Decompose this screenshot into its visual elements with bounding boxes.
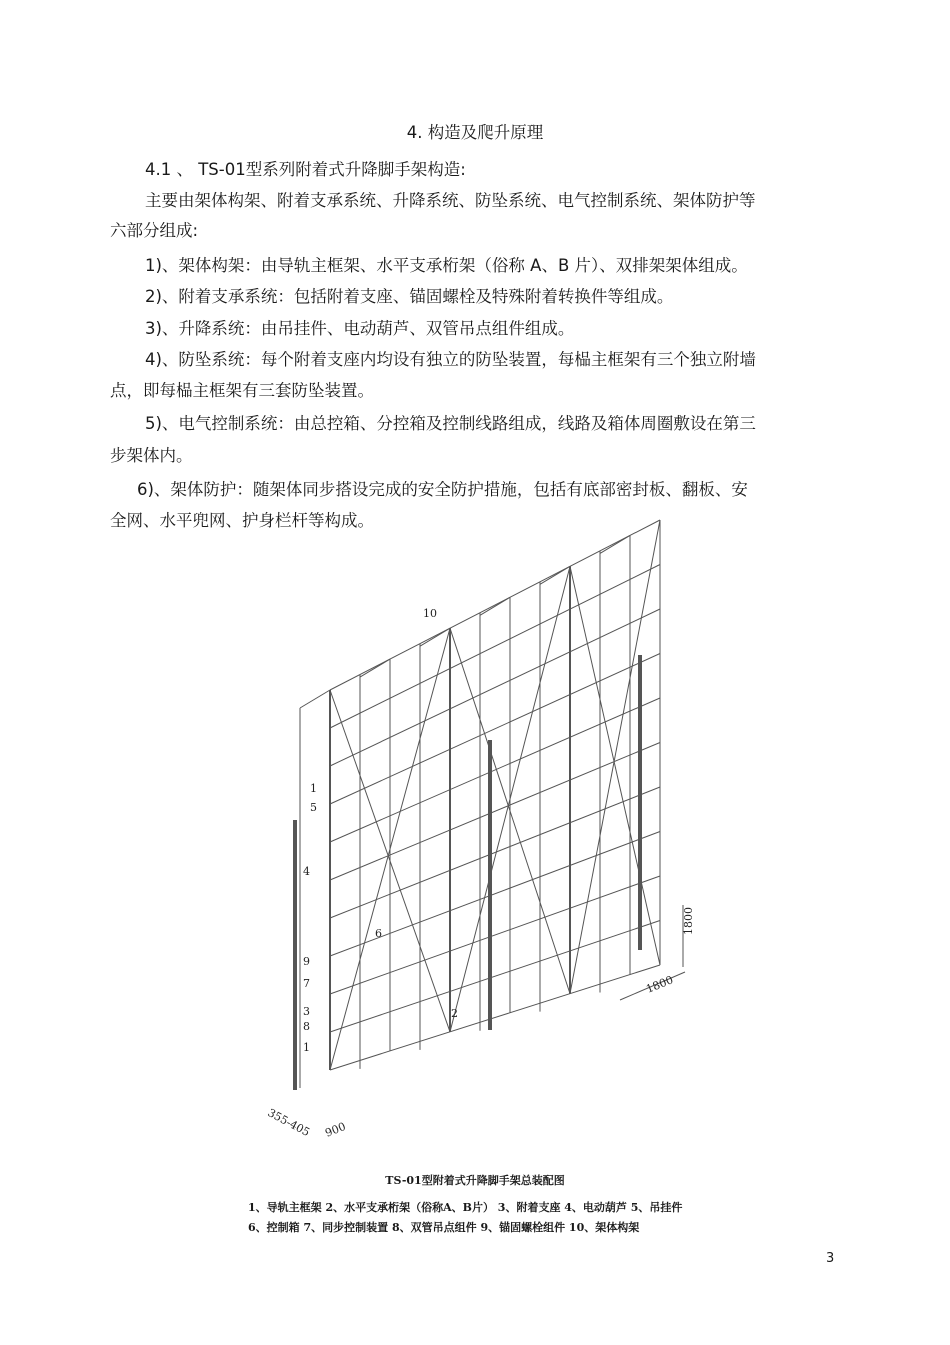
intro-line-2: 六部分组成:: [110, 221, 199, 240]
callout-10: 10: [423, 607, 437, 620]
item-3: 3)、升降系统：由吊挂件、电动葫芦、双管吊点组件组成。: [145, 319, 575, 338]
horizontal-ledger: [330, 787, 660, 918]
item-5-line-2: 步架体内。: [110, 446, 193, 465]
horizontal-ledger: [330, 965, 660, 1070]
dimension-length: 1800: [644, 973, 676, 996]
scaffold-assembly-drawing: [255, 505, 755, 1145]
callout-7: 7: [303, 977, 310, 990]
dimension-offset: 355-405: [265, 1106, 313, 1140]
item-1: 1)、架体构架：由导轨主框架、水平支承桁架（俗称 A、B 片）、双排架架体组成。: [145, 256, 748, 275]
page-number: 3: [826, 1251, 835, 1266]
callout-1-bottom: 1: [303, 1041, 310, 1054]
callout-1-top: 1: [310, 782, 317, 795]
figure-legend-line-1: 1、导轨主框架 2、水平支承桁架（俗称A、B片） 3、附着支座 4、电动葫芦 5、吊挂件: [248, 1201, 683, 1214]
horizontal-ledger: [330, 698, 660, 842]
item-6-line-1: 6)、架体防护：随架体同步搭设完成的安全防护措施，包括有底部密封板、翻板、安: [137, 480, 748, 499]
horizontal-ledger: [330, 609, 660, 766]
intro-line-1: 主要由架体构架、附着支承系统、升降系统、防坠系统、电气控制系统、架体防护等: [145, 191, 756, 210]
cross-brace: [570, 566, 660, 965]
item-4-line-2: 点，即每榀主框架有三套防坠装置。: [110, 381, 374, 400]
item-6-line-2: 全网、水平兜网、护身栏杆等构成。: [110, 511, 374, 530]
dimension-height: 1800: [682, 907, 695, 935]
section-heading: 4. 构造及爬升原理: [406, 123, 544, 142]
horizontal-ledger: [330, 565, 660, 729]
callout-9: 9: [303, 955, 310, 968]
tie-bar: [480, 597, 510, 615]
item-4-line-1: 4)、防坠系统：每个附着支座内均设有独立的防坠装置，每榀主框架有三个独立附墙: [145, 350, 756, 369]
figure-caption: TS-01型附着式升降脚手架总装配图: [385, 1174, 565, 1187]
tie-bar: [540, 566, 570, 584]
dimension-width: 900: [323, 1119, 348, 1140]
callout-5: 5: [310, 801, 317, 814]
item-2: 2)、附着支承系统：包括附着支座、锚固螺栓及特殊附着转换件等组成。: [145, 287, 674, 306]
callout-8: 8: [303, 1020, 310, 1033]
callout-6: 6: [375, 927, 382, 940]
callout-2: 2: [451, 1007, 458, 1020]
horizontal-ledger: [330, 743, 660, 881]
horizontal-ledger: [330, 520, 660, 690]
subsection-heading: 4.1 、 TS-01型系列附着式升降脚手架构造:: [145, 160, 466, 179]
figure-legend-line-2: 6、控制箱 7、同步控制装置 8、双管吊点组件 9、锚固螺栓组件 10、架体构架: [248, 1221, 640, 1234]
callout-4: 4: [303, 865, 310, 878]
tie-bar: [600, 535, 630, 553]
callout-3: 3: [303, 1005, 310, 1018]
cross-brace: [570, 520, 660, 994]
item-5-line-1: 5)、电气控制系统：由总控箱、分控箱及控制线路组成，线路及箱体周圈敷设在第三: [145, 414, 756, 433]
tie-bar: [300, 690, 330, 708]
tie-bar: [360, 659, 390, 677]
